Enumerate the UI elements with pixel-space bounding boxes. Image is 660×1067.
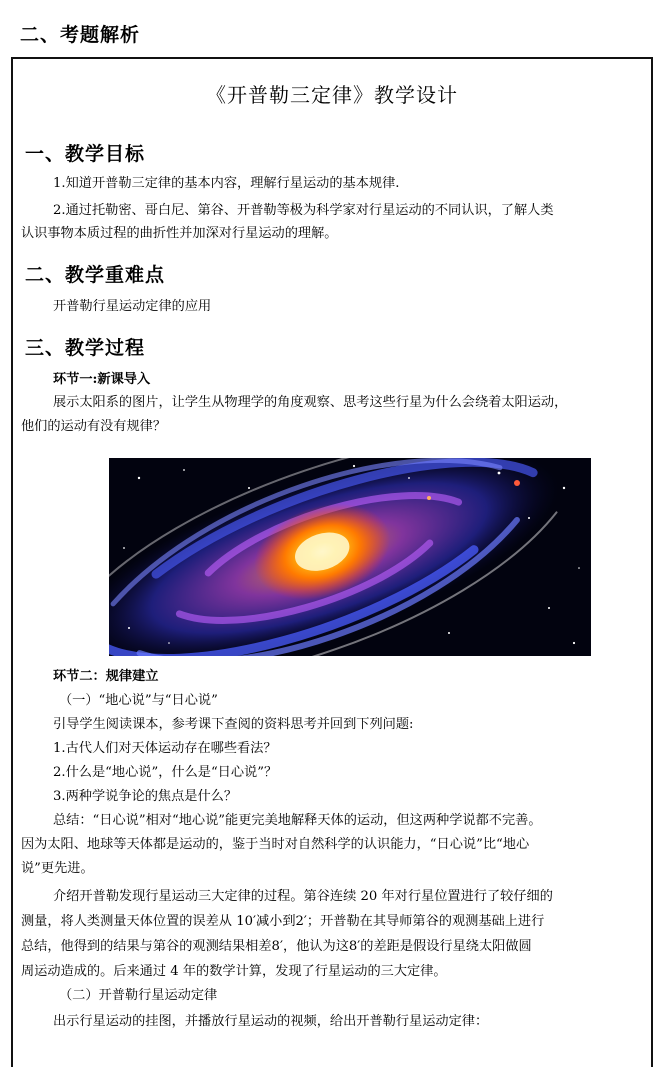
question-2: 2.什么是“地心说”，什么是“日心说”？: [53, 765, 278, 780]
galaxy-image: [109, 458, 591, 656]
goal-2-cont: 认识事物本质过程的曲折性并加深对行星运动的理解。: [21, 226, 338, 241]
summary-line-2: 因为太阳、地球等天体都是运动的，鉴于当时对自然科学的认识能力，“日心说”比“地心: [21, 837, 530, 852]
question-1: 1.古代人们对天体运动存在哪些看法？: [53, 741, 277, 756]
goal-2: 2.通过托勒密、哥白尼、第谷、开普勒等极为科学家对行星运动的不同认识，了解人类: [53, 203, 554, 218]
section-title-process: 三、教学过程: [25, 337, 146, 359]
intro-line-2: 测量，将人类测量天体位置的误差从 10′减小到2′；开普勒在其导师第谷的观测基础上进行: [21, 914, 545, 929]
step2-title: 环节二：规律建立: [53, 669, 159, 684]
step1-title: 环节一:新课导入: [53, 372, 151, 387]
summary-line-1: 总结：“日心说”相对“地心说”能更完美地解释天体的运动，但这两种学说都不完善。: [53, 813, 542, 828]
goal-1: 1.知道开普勒三定律的基本内容，理解行星运动的基本规律.: [53, 176, 400, 191]
intro-line-1: 介绍开普勒发现行星运动三大定律的过程。第谷连续 20 年对行星位置进行了较仔细的: [53, 889, 553, 904]
question-3: 3.两种学说争论的焦点是什么？: [53, 789, 238, 804]
step2-guide: 引导学生阅读课本，参考课下查阅的资料思考并回到下列问题:: [53, 717, 414, 732]
section-title-goals: 一、教学目标: [25, 143, 146, 165]
section-title-key-points: 二、教学重难点: [25, 264, 166, 286]
step1-line-2: 他们的运动有没有规律？: [21, 419, 167, 434]
step2-subtitle-2: （二）开普勒行星运动定律: [59, 988, 218, 1003]
step2-subtitle-1: （一）“地心说”与“日心说”: [59, 693, 218, 708]
intro-line-3: 总结，他得到的结果与第谷的观测结果相差8′，他认为这8′的差距是假设行星绕太阳做圆: [21, 939, 532, 954]
summary-line-3: 说”更先进。: [21, 861, 94, 876]
document-title: 《开普勒三定律》教学设计: [206, 83, 458, 107]
section-heading: 二、考题解析: [20, 24, 141, 46]
lesson-plan-frame: [11, 57, 653, 1067]
intro-line-4: 周运动造成的。后来通过 4 年的数学计算，发现了行星运动的三大定律。: [21, 964, 447, 979]
step1-line-1: 展示太阳系的图片，让学生从物理学的角度观察、思考这些行星为什么会绕着太阳运动，: [53, 395, 568, 410]
key-point: 开普勒行星运动定律的应用: [53, 299, 212, 314]
step2-show: 出示行星运动的挂图，并播放行星运动的视频，给出开普勒行星运动定律：: [53, 1014, 489, 1029]
